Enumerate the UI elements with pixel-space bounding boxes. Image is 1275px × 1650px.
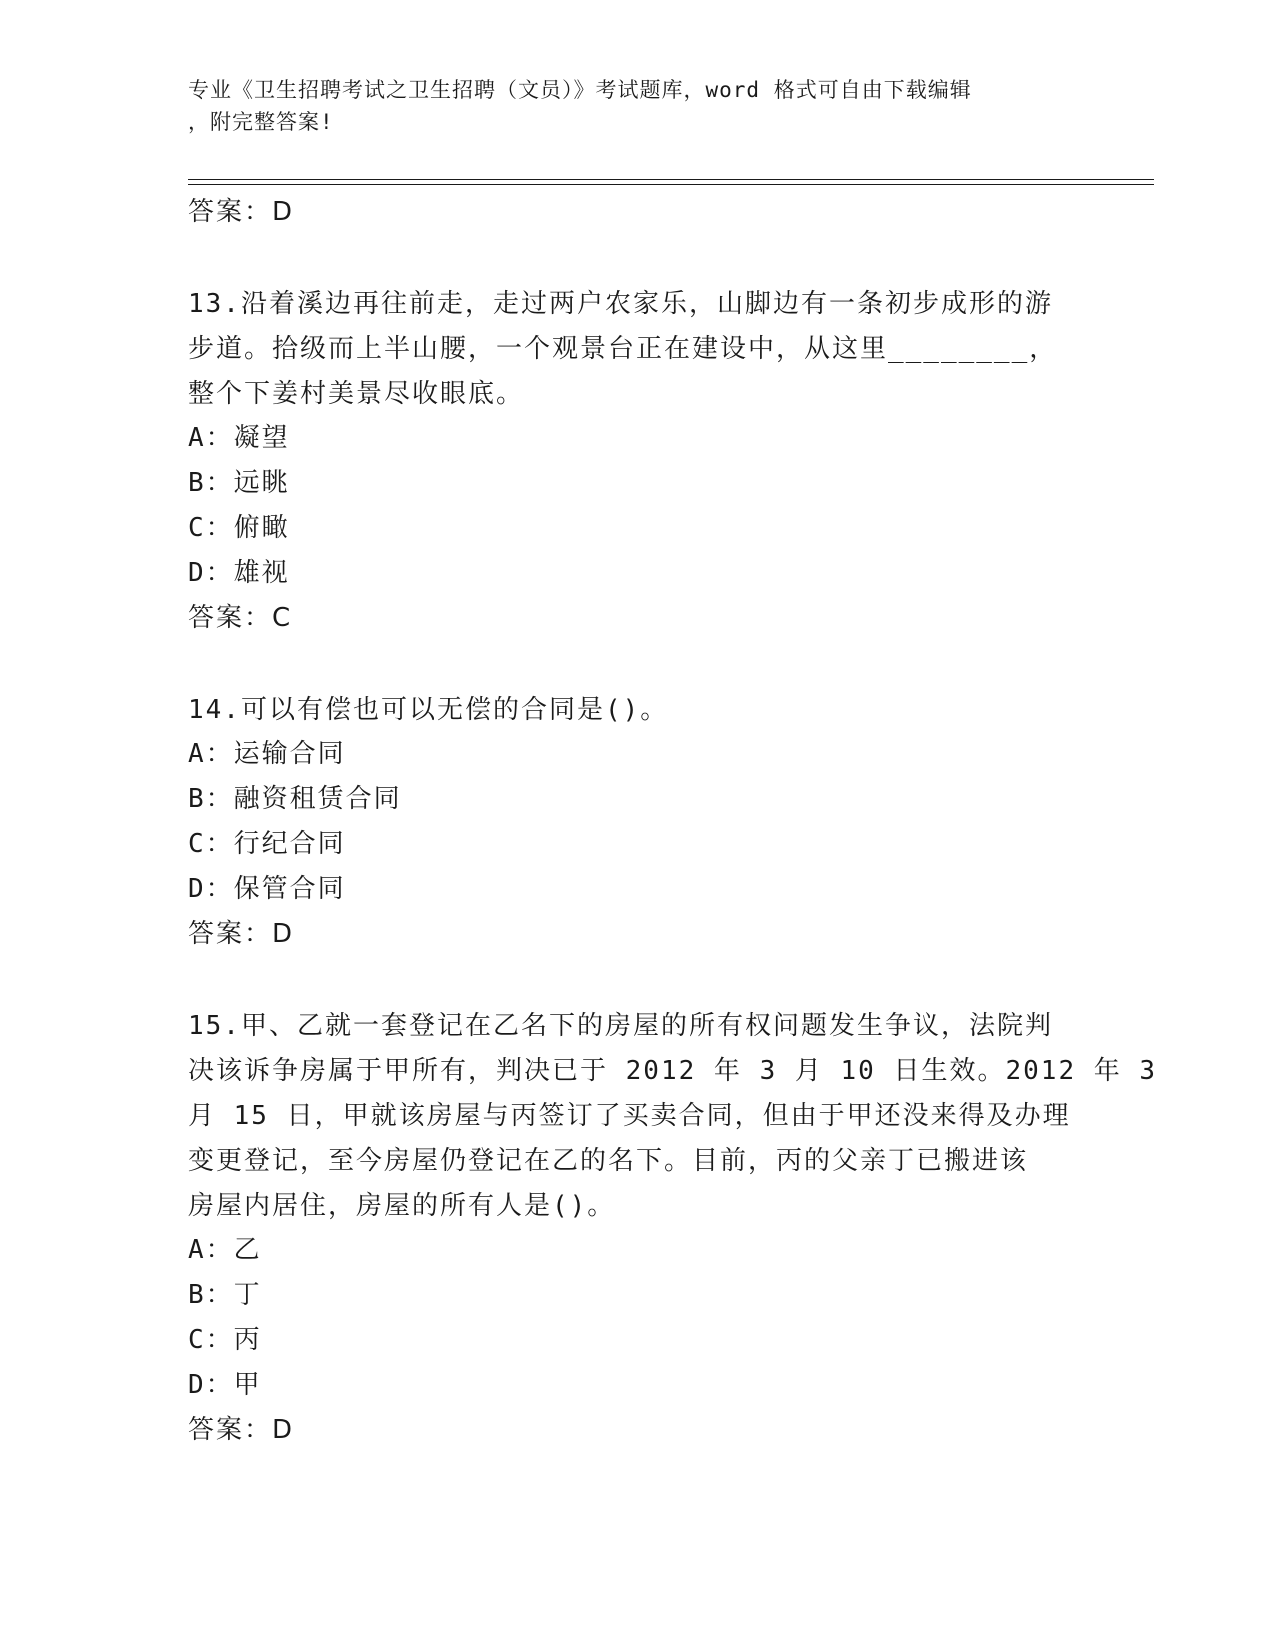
answer-line: 答案：C — [188, 603, 293, 633]
option-a: A：运输合同 — [188, 739, 346, 769]
question-text-line: 步道。拾级而上半山腰，一个观景台正在建设中，从这里________， — [188, 334, 1058, 364]
option-c: C：俯瞰 — [188, 513, 290, 543]
question-text-line: 变更登记，至今房屋仍登记在乙的名下。目前，丙的父亲丁已搬进该 — [188, 1146, 1029, 1176]
header-divider-bottom — [188, 184, 1154, 185]
question-text-line: 决该诉争房属于甲所有，判决已于 2012 年 3 月 10 日生效。2012 年 3 — [188, 1056, 1158, 1086]
question-13 — [188, 281, 1088, 641]
option-b: B：远眺 — [188, 468, 290, 498]
question-text-line: 月 15 日，甲就该房屋与丙签订了买卖合同，但由于甲还没来得及办理 — [188, 1101, 1071, 1131]
question-text-line: 整个下姜村美景尽收眼底。 — [188, 379, 525, 409]
header-line-1: 专业《卫生招聘考试之卫生招聘（文员）》考试题库，word 格式可自由下载编辑 — [188, 78, 972, 102]
question-text-line: 房屋内居住，房屋的所有人是()。 — [188, 1191, 616, 1221]
header-divider-top — [188, 179, 1154, 180]
answer-line: 答案：D — [188, 919, 295, 949]
option-d: D：雄视 — [188, 558, 290, 588]
question-15 — [188, 1003, 1158, 1453]
header-line-2: ，附完整答案! — [188, 110, 334, 134]
question-text-line: 14.可以有偿也可以无偿的合同是()。 — [188, 695, 669, 725]
option-a: A：乙 — [188, 1235, 262, 1265]
document-header — [188, 74, 1068, 138]
option-d: D：甲 — [188, 1370, 262, 1400]
option-d: D：保管合同 — [188, 874, 346, 904]
previous-answer: 答案：D — [188, 197, 295, 227]
answer-line: 答案：D — [188, 1415, 295, 1445]
option-b: B：融资租赁合同 — [188, 784, 402, 814]
option-b: B：丁 — [188, 1280, 262, 1310]
question-list — [188, 190, 1158, 1453]
option-c: C：行纪合同 — [188, 829, 346, 859]
question-text-line: 15.甲、乙就一套登记在乙名下的房屋的所有权问题发生争议，法院判 — [188, 1011, 1053, 1041]
question-text-line: 13.沿着溪边再往前走，走过两户农家乐，山脚边有一条初步成形的游 — [188, 289, 1053, 319]
option-c: C：丙 — [188, 1325, 262, 1355]
option-a: A：凝望 — [188, 423, 290, 453]
question-14 — [188, 687, 1088, 957]
